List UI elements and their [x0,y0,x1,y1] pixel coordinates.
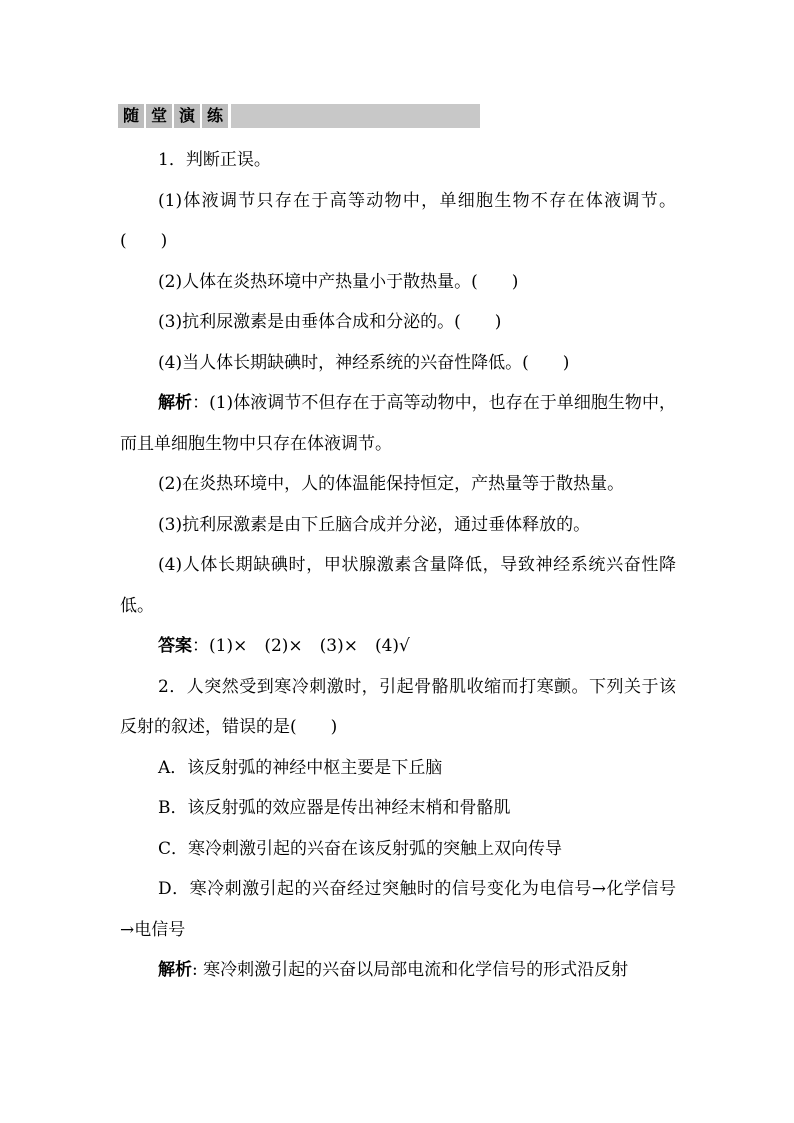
q1-item: (4)当人体长期缺碘时，神经系统的兴奋性降低。( ) [158,352,570,373]
section-header [118,104,480,128]
q1-stem: 1．判断正误。 [158,150,271,170]
q1-item: (3)抗利尿激素是由垂体合成和分泌的。( ) [158,312,502,332]
section-tag [118,104,231,128]
q2-option-b: B．该反射弧的效应器是传出神经末梢和骨骼肌 [158,798,511,818]
section-tag-char: 堂 [151,106,168,125]
q1-analysis-line: (4)人体长期缺碘时，甲状腺激素含量降低，导致神经系统兴奋性降低。 [120,555,676,616]
document-body [120,140,676,991]
section-tag-char: 演 [179,106,196,125]
answer-text: ：(1)× (2)× (3)× (4)√ [192,636,410,656]
q2-option-c: C．寒冷刺激引起的兴奋在该反射弧的突触上双向传导 [158,838,563,859]
q2-option-d: D．寒冷刺激引起的兴奋经过突触时的信号变化为电信号→化学信号→电信号 [120,879,676,940]
header-bar [231,104,480,128]
analysis-text: ：(1)体液调节不但存在于高等动物中，也存在于单细胞生物中，而且单细胞生物中只存在体液调节。 [120,393,676,454]
q2-option-a: A．该反射弧的神经中枢主要是下丘脑 [158,757,443,778]
q2-analysis [120,950,676,991]
analysis-label: 解析 [158,393,193,413]
q1-analysis-line: (3)抗利尿激素是由下丘脑合成并分泌，通过垂体释放的。 [158,514,591,535]
q1-analysis-line: (2)在炎热环境中，人的体温能保持恒定，产热量等于散热量。 [158,474,625,494]
section-tag-char: 随 [123,106,140,125]
q1-answer [120,626,676,667]
q1-analysis [120,383,676,464]
answer-label: 答案 [158,636,192,656]
q2-stem: 2．人突然受到寒冷刺激时，引起骨骼肌收缩而打寒颤。下列关于该反射的叙述，错误的是( ) [120,676,676,737]
section-tag-char: 练 [207,106,224,125]
analysis-text: : 寒冷刺激引起的兴奋以局部电流和化学信号的形式沿反射 [192,960,629,980]
q1-item: (2)人体在炎热环境中产热量小于散热量。( ) [158,271,519,292]
q1-item: (1)体液调节只存在于高等动物中，单细胞生物不存在体液调节。( ) [120,190,676,251]
analysis-label: 解析 [158,960,192,980]
